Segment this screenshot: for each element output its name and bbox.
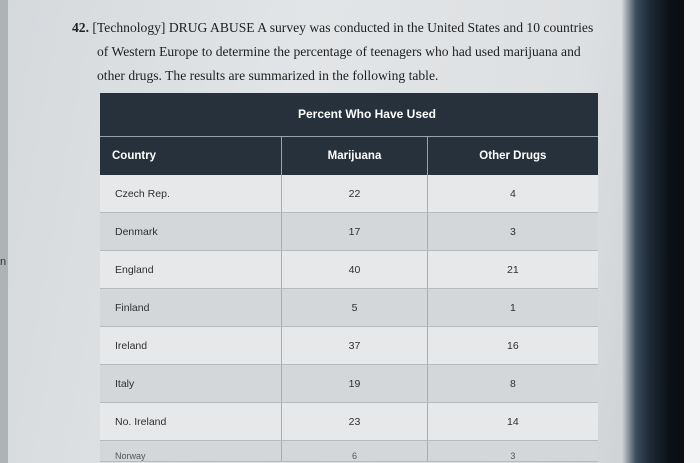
marijuana-cell: 17 bbox=[281, 213, 426, 250]
problem-number: 42. bbox=[72, 20, 89, 35]
survey-table bbox=[100, 93, 598, 462]
country-cell: Finland bbox=[115, 301, 150, 314]
other-drugs-cell: 1 bbox=[427, 289, 598, 326]
country-cell: Norway bbox=[115, 451, 146, 461]
marijuana-cell: 19 bbox=[281, 365, 426, 402]
table-header-columns bbox=[100, 136, 598, 175]
problem-title: DRUG ABUSE bbox=[168, 20, 255, 35]
table-row bbox=[100, 213, 598, 251]
spanning-header: Percent Who Have Used bbox=[297, 107, 437, 121]
left-page-edge bbox=[0, 0, 8, 463]
other-drugs-cell: 3 bbox=[427, 441, 598, 461]
other-drugs-cell: 3 bbox=[427, 213, 598, 250]
marijuana-cell: 23 bbox=[281, 403, 426, 440]
marijuana-cell: 37 bbox=[281, 327, 426, 364]
country-cell: Italy bbox=[115, 377, 135, 390]
problem-line-2: of Western Europe to determine the percentage of teenagers who had used marijuana and bbox=[97, 44, 581, 59]
table-row bbox=[100, 175, 598, 213]
table-row bbox=[100, 289, 598, 327]
column-header-marijuana: Marijuana bbox=[281, 137, 426, 175]
table-row bbox=[100, 403, 598, 441]
problem-text bbox=[72, 16, 622, 88]
problem-line-1 bbox=[72, 16, 622, 40]
other-drugs-cell: 8 bbox=[427, 365, 598, 402]
table-header-top bbox=[100, 93, 598, 136]
side-margin-text: n bbox=[0, 256, 7, 268]
other-drugs-cell: 16 bbox=[427, 327, 598, 364]
table-row bbox=[100, 441, 598, 462]
column-header-other-drugs: Other Drugs bbox=[427, 137, 598, 175]
table-row bbox=[100, 251, 598, 289]
column-header-country: Country bbox=[112, 150, 157, 162]
problem-line-3: other drugs. The results are summarized in the following table. bbox=[97, 68, 439, 83]
marijuana-cell: 5 bbox=[281, 289, 426, 326]
other-drugs-cell: 21 bbox=[427, 251, 598, 288]
country-cell: No. Ireland bbox=[115, 415, 167, 428]
marijuana-cell: 40 bbox=[281, 251, 426, 288]
other-drugs-cell: 14 bbox=[427, 403, 598, 440]
other-drugs-cell: 4 bbox=[427, 175, 598, 212]
screen-edge-highlight bbox=[684, 0, 700, 463]
country-cell: England bbox=[115, 263, 154, 276]
problem-category: [Technology] bbox=[92, 20, 166, 35]
country-cell: Ireland bbox=[115, 339, 148, 352]
table-row bbox=[100, 327, 598, 365]
country-cell: Czech Rep. bbox=[115, 187, 170, 200]
table-row bbox=[100, 365, 598, 403]
table-body bbox=[100, 175, 598, 462]
country-cell: Denmark bbox=[115, 225, 158, 238]
marijuana-cell: 6 bbox=[281, 441, 426, 461]
marijuana-cell: 22 bbox=[281, 175, 426, 212]
problem-line-1-rest: A survey was conducted in the United States and 10 countries bbox=[254, 20, 594, 35]
